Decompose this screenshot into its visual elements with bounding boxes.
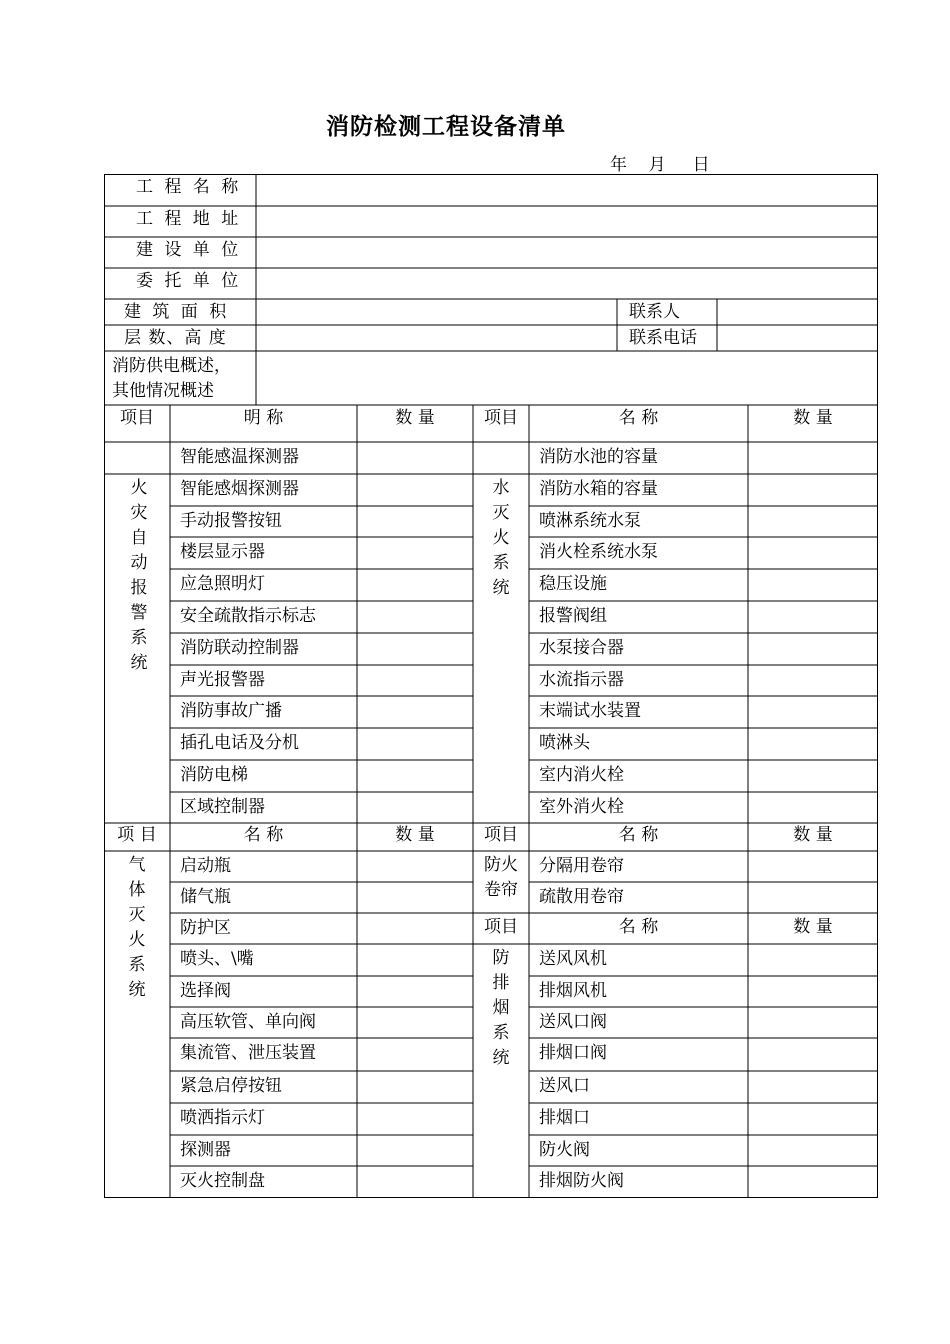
table-row-item-name: 紧急启停按钮: [180, 1076, 282, 1096]
s1-header-item-left: 项目: [120, 408, 154, 428]
s1-group-fire-alarm: 火灾自动报警系统: [130, 478, 148, 673]
table-row-item-name: 智能感烟探测器: [180, 479, 299, 499]
equipment-table: [104, 174, 878, 1198]
table-row-item-name: 消防事故广播: [180, 701, 282, 721]
s2-group-gas: 气体灭火系统: [128, 855, 146, 1000]
table-row-item-name: 声光报警器: [180, 670, 265, 690]
s1-header-qty-right: 数 量: [793, 408, 833, 428]
label-floors-height: 层 数、高 度: [124, 328, 227, 348]
table-row-item-name: 末端试水装置: [539, 701, 641, 721]
s2-header-qty-left: 数 量: [395, 825, 435, 845]
page-title: 消防检测工程设备清单: [326, 113, 566, 140]
table-row-item-name: 消火栓系统水泵: [539, 542, 658, 562]
s2-header2-item: 项目: [484, 917, 518, 937]
table-row-item-name: 喷淋头: [539, 733, 590, 753]
s2-group-smoke: 防排烟系统: [492, 948, 510, 1068]
table-row-item-name: 智能感温探测器: [180, 447, 299, 467]
table-row-item-name: 分隔用卷帘: [539, 856, 624, 876]
table-row-item-name: 水泵接合器: [539, 638, 624, 658]
label-project-name: 工 程 名 称: [136, 177, 242, 197]
table-row-item-name: 排烟口: [539, 1108, 590, 1128]
table-row-item-name: 报警阀组: [539, 606, 607, 626]
s2-header2-name: 名 称: [618, 917, 659, 937]
table-row-item-name: 喷洒指示灯: [180, 1108, 265, 1128]
table-row-item-name: 启动瓶: [180, 856, 231, 876]
table-row-item-name: 送风口阀: [539, 1012, 607, 1032]
table-row-item-name: 安全疏散指示标志: [180, 606, 316, 626]
table-row-item-name: 排烟防火阀: [539, 1171, 624, 1191]
s1-header-name-left: 明 称: [243, 408, 284, 428]
table-row-item-name: 消防联动控制器: [180, 638, 299, 658]
table-row-item-name: 稳压设施: [539, 574, 607, 594]
table-row-item-name: 喷头、\嘴: [180, 949, 254, 969]
s1-header-item-right: 项目: [484, 408, 518, 428]
label-builder: 建 设 单 位: [136, 240, 242, 260]
table-row-item-name: 消防水箱的容量: [539, 479, 658, 499]
s1-group-water: 水灭火系统: [492, 478, 510, 598]
table-row-item-name: 手动报警按钮: [180, 511, 282, 531]
s2-header-name-left: 名 称: [243, 825, 284, 845]
table-row-item-name: 消防电梯: [180, 765, 248, 785]
table-row-item-name: 集流管、泄压装置: [180, 1043, 316, 1063]
table-row-item-name: 排烟风机: [539, 981, 607, 1001]
s2-header-item-right: 项目: [484, 825, 518, 845]
date-line: 年 月 日: [610, 155, 710, 175]
table-row-item-name: 防火阀: [539, 1140, 590, 1160]
s1-header-name-right: 名 称: [618, 408, 659, 428]
s2-group-shutter: 防火卷帘: [484, 855, 518, 900]
table-row-item-name: 水流指示器: [539, 670, 624, 690]
label-contact-phone: 联系电话: [629, 328, 697, 348]
table-row-item-name: 楼层显示器: [180, 542, 265, 562]
table-row-item-name: 储气瓶: [180, 887, 231, 907]
s2-header-qty-right: 数 量: [793, 825, 833, 845]
label-project-address: 工 程 地 址: [136, 209, 242, 229]
table-row-item-name: 区域控制器: [180, 797, 265, 817]
label-client: 委 托 单 位: [136, 271, 242, 291]
table-row-item-name: 选择阀: [180, 981, 231, 1001]
table-row-item-name: 高压软管、单向阀: [180, 1012, 316, 1032]
table-row-item-name: 应急照明灯: [180, 574, 265, 594]
table-row-item-name: 室内消火栓: [539, 765, 624, 785]
table-row-item-name: 消防水池的容量: [539, 447, 658, 467]
table-row-item-name: 送风风机: [539, 949, 607, 969]
s1-header-qty-left: 数 量: [395, 408, 435, 428]
s2-header-item-left: 项 目: [117, 825, 157, 845]
label-contact: 联系人: [629, 302, 680, 322]
label-building-area: 建 筑 面 积: [124, 302, 230, 322]
table-row-item-name: 插孔电话及分机: [180, 733, 299, 753]
table-row-item-name: 疏散用卷帘: [539, 887, 624, 907]
s2-header2-qty: 数 量: [793, 917, 833, 937]
table-row-item-name: 排烟口阀: [539, 1043, 607, 1063]
table-row-item-name: 防护区: [180, 918, 231, 938]
table-row-item-name: 送风口: [539, 1076, 590, 1096]
table-row-item-name: 灭火控制盘: [180, 1171, 265, 1191]
s2-header-name-right: 名 称: [618, 825, 659, 845]
label-fire-power-desc: 消防供电概述，其他情况概述: [112, 356, 231, 401]
table-row-item-name: 探测器: [180, 1140, 231, 1160]
table-row-item-name: 室外消火栓: [539, 797, 624, 817]
table-row-item-name: 喷淋系统水泵: [539, 511, 641, 531]
